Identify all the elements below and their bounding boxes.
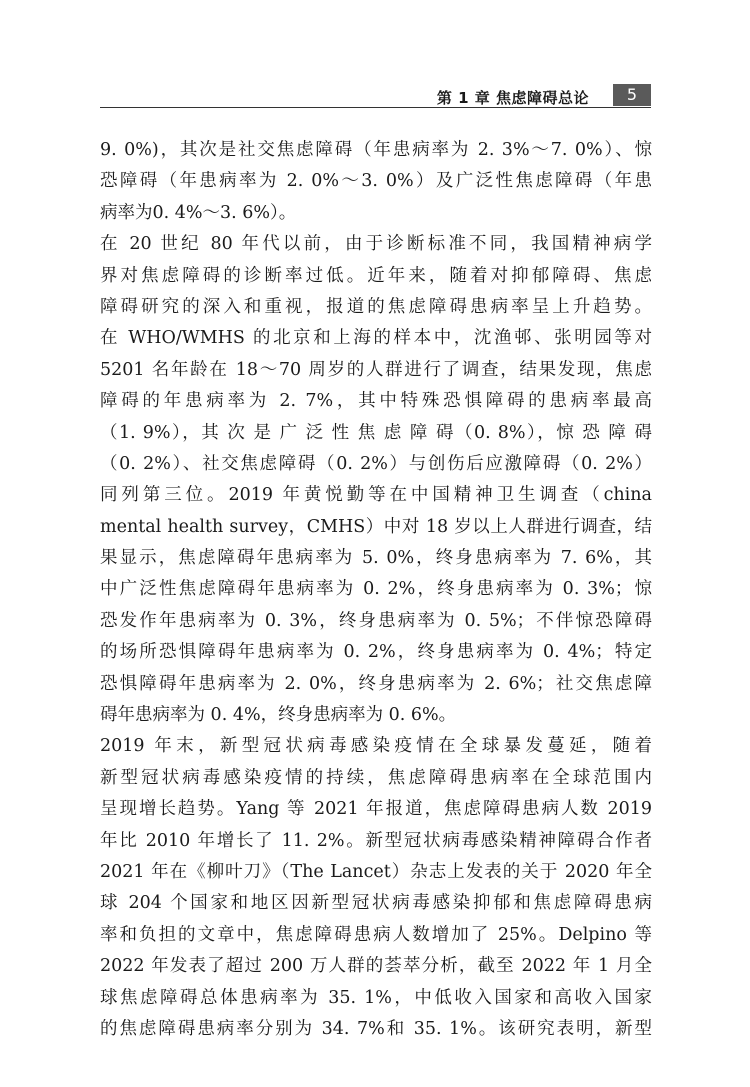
page-number: 5	[613, 84, 651, 106]
text-line: 障碍研究的深入和重视，报道的焦虑障碍患病率呈上升趋势。	[100, 296, 652, 317]
text-line: 球 204 个国家和地区因新型冠状病毒感染抑郁和焦虑障碍患病	[100, 893, 652, 914]
text-line: 碍年患病率为 0. 4%，终身患病率为 0. 6%。	[100, 705, 457, 726]
text-line: 2021 年在《柳叶刀》（The Lancet）杂志上发表的关于 2020 年全	[100, 861, 652, 882]
text-line: 在 20 世纪 80 年代以前，由于诊断标准不同，我国精神病学	[100, 234, 652, 255]
text-line: 新型冠状病毒感染疫情的持续，焦虑障碍患病率在全球范围内	[100, 767, 652, 788]
text-line: 病率为0. 4%～3. 6%）。	[100, 202, 297, 223]
text-line: 9. 0%)，其次是社交焦虑障碍（年患病率为 2. 3%～7. 0%）、惊	[100, 140, 652, 160]
text-line: 5201 名年龄在 18～70 周岁的人群进行了调查，结果发现，焦虑	[100, 359, 652, 380]
text-line: 的场所恐惧障碍年患病率为 0. 2%，终身患病率为 0. 4%；特定	[100, 642, 652, 663]
text-line: 障碍的年患病率为 2. 7%，其中特殊恐惧障碍的患病率最高	[100, 391, 652, 412]
text-line: 恐惧障碍年患病率为 2. 0%，终身患病率为 2. 6%；社交焦虑障	[100, 673, 652, 694]
text-line: （1. 9%），其 次 是 广 泛 性 焦 虑 障 碍（0. 8%），惊 恐 障 碍	[100, 422, 652, 443]
text-line: 2022 年发表了超过 200 万人群的荟萃分析，截至 2022 年 1 月全	[100, 956, 652, 977]
text-line: 中广泛性焦虑障碍年患病率为 0. 2%，终身患病率为 0. 3%；惊	[100, 579, 652, 600]
text-line: 的焦虑障碍患病率分别为 34. 7%和 35. 1%。该研究表明，新型	[100, 1018, 652, 1039]
text-line: 恐障碍（年患病率为 2. 0%～3. 0%）及广泛性焦虑障碍（年患	[100, 171, 652, 192]
text-line: 球焦虑障碍总体患病率为 35. 1%，中低收入国家和高收入国家	[100, 987, 652, 1008]
text-line: 率和负担的文章中，焦虑障碍患病人数增加了 25%。Delpino 等	[100, 924, 652, 945]
body-text	[100, 135, 652, 1045]
chapter-title: 第 1 章 焦虑障碍总论	[436, 89, 589, 107]
text-line: （0. 2%）、社交焦虑障碍（0. 2%）与创伤后应激障碍（0. 2%）	[100, 453, 652, 474]
text-line: mental health survey，CMHS）中对 18 岁以上人群进行调查，结	[100, 516, 652, 537]
text-line: 年比 2010 年增长了 11. 2%。新型冠状病毒感染精神障碍合作者	[100, 830, 652, 851]
text-line: 恐发作年患病率为 0. 3%，终身患病率为 0. 5%；不伴惊恐障碍	[100, 610, 652, 631]
text-line: 界对焦虑障碍的诊断率过低。近年来，随着对抑郁障碍、焦虑	[100, 265, 652, 286]
text-line: 同列第三位。2019 年黄悦勤等在中国精神卫生调查（china	[100, 485, 652, 506]
text-line: 呈现增长趋势。Yang 等 2021 年报道，焦虑障碍患病人数 2019	[100, 799, 652, 820]
text-line: 果显示，焦虑障碍年患病率为 5. 0%，终身患病率为 7. 6%，其	[100, 548, 652, 569]
text-line: 2019 年末，新型冠状病毒感染疫情在全球暴发蔓延，随着	[100, 736, 652, 757]
text-line: 在 WHO/WMHS 的北京和上海的样本中，沈渔邨、张明园等对	[100, 328, 652, 349]
header-rule	[100, 107, 651, 108]
running-header	[100, 84, 651, 108]
